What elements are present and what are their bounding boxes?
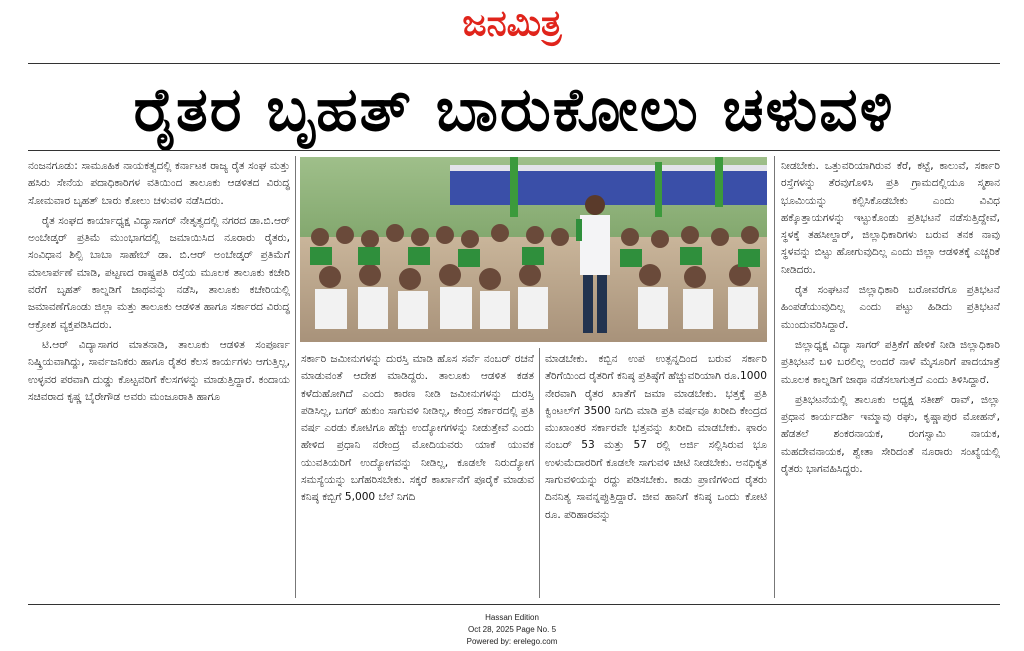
paragraph: ನಂಜನಗೂಡು: ಸಾಮೂಹಿಕ ನಾಯಕತ್ವದಲ್ಲಿ ಕರ್ನಾಟಕ ರಾಜ್ಯ ರೈತ ಸಂಘ ಮತ್ತು ಹಸಿರು ಸೇನೆಯ ಪದಾಧಿಕಾರಿಗಳ ವತಿಯಿಂದ ತಾಲೂಕು ಆಡಳಿತದ ವಿರುದ್ಧ ಸೋಮವಾರ ಬೃಹತ್ ಬಾರು ಕೋಲು ಚಳುವಳಿ ನಡೆಸಿದರು.	[28, 160, 290, 207]
paragraph: ಪ್ರತಿಭಟನೆಯಲ್ಲಿ ತಾಲೂಕು ಅಧ್ಯಕ್ಷ ಸತೀಶ್ ರಾವ್, ಜಿಲ್ಲಾ ಪ್ರಧಾನ ಕಾರ್ಯದರ್ಶಿ ಇಮ್ಮಾವು ರಘು, ಕೃಷ್ಣಾಪುರ ಮೋಹನ್, ಹೆಡತಲೆ ಶಂಕರನಾಯಕ, ರಂಗಸ್ವಾಮಿ ನಾಯಕ, ಮಹದೇವನಾಯಕ, ಶ್ವೇತಾ ಸೇರಿದಂತೆ ನೂರಾರು ಸಂಖ್ಯೆಯಲ್ಲಿ ರೈತರು ಭಾಗವಹಿಸಿದ್ದರು.	[781, 393, 1000, 476]
article-column-1	[28, 158, 290, 598]
column-divider	[295, 156, 296, 598]
paragraph: ಮಾಡಬೇಕು. ಕಬ್ಬಿನ ಉಪ ಉತ್ಪನ್ನದಿಂದ ಬರುವ ಸರ್ಕಾರಿ ತೆರಿಗೆಯಿಂದ ರೈತರಿಗೆ ಕನಿಷ್ಠ ಪ್ರತಿಷ್ಠೆಗೆ ಹೆಚ್ಚುವರಿಯಾಗಿ ರೂ.1000 ನೇರವಾಗಿ ರೈತರ ಖಾತೆಗೆ ಜಮಾ ಮಾಡಬೇಕು. ಭತ್ತಕ್ಕೆ ಪ್ರತಿ ಕ್ವಿಂಟಲ್‌ಗೆ 3500 ನಿಗದಿ ಮಾಡಿ ಪ್ರತಿ ವರ್ಷವೂ ಖರೀದಿ ಕೇಂದ್ರದ ಮುಖಾಂತರ ಸರ್ಕಾರವೇ ಭತ್ತವನ್ನು ಖರೀದಿ ಮಾಡಬೇಕು. ಫಾರಂ ನಂಬರ್ 53 ಮತ್ತು 57 ರಲ್ಲಿ ಅರ್ಜಿ ಸಲ್ಲಿಸಿರುವ ಭೂ ಉಳುಮೆದಾರರಿಗೆ ಕೂಡಲೇ ಸಾಗುವಳಿ ಚೀಟಿ ನೀಡಬೇಕು. ಅನಧಿಕೃತ ಸಾಗುವಳಿಯನ್ನು ರದ್ದು ಪಡಿಸಬೇಕು. ಕಾಡು ಪ್ರಾಣಿಗಳಿಂದ ರೈತರು ದಿನನಿತ್ಯ ಸಾವನ್ನಪ್ಪುತ್ತಿದ್ದಾರೆ. ಜೀವ ಹಾನಿಗೆ ಕನಿಷ್ಠ ಒಂದು ಕೋಟಿ ರೂ. ಪರಿಹಾರವನ್ನು	[545, 353, 767, 521]
article-column-3	[545, 351, 767, 598]
footer-date-page: Oct 28, 2025 Page No. 5	[467, 625, 557, 634]
headline: ರೈತರ ಬೃಹತ್ ಬಾರುಕೋಲು ಚಳುವಳಿ	[133, 75, 895, 145]
paragraph: ಸರ್ಕಾರಿ ಜಮೀನುಗಳನ್ನು ದುರಸ್ತಿ ಮಾಡಿ ಹೊಸ ಸರ್ವೆ ನಂಬರ್ ರಚನೆ ಮಾಡುವಂತೆ ಆದೇಶ ಮಾಡಿದ್ದರು. ತಾಲೂಕು ಆಡಳಿತ ಕಡತ ಕಳೆದುಹೋಗಿದೆ ಎಂದು ಕಾರಣ ನೀಡಿ ಜಮೀನುಗಳನ್ನು ದುರಸ್ತಿ ಪಡಿಸಿಲ್ಲ, ಬಗರ್ ಹುಕುಂ ಸಾಗುವಳಿ ನೀಡಿಲ್ಲ, ಕೇಂದ್ರ ಸರ್ಕಾರದಲ್ಲಿ ಪ್ರತಿ ವರ್ಷ ಎರಡು ಕೋಟಿಗೂ ಹೆಚ್ಚು ಉದ್ಯೋಗಗಳನ್ನು ನೀಡುತ್ತೇವೆ ಎಂದು ಹೇಳಿದ ಪ್ರಧಾನಿ ನರೇಂದ್ರ ಮೋದಿಯವರು ಯಾಕೆ ಯುವಕ ಯುವತಿಯರಿಗೆ ಉದ್ಯೋಗವನ್ನು ನೀಡಿಲ್ಲ, ಕೂಡಲೇ ನಿರುದ್ಯೋಗ ಸಮಸ್ಯೆಯನ್ನು ಬಗೆಹರಿಸಬೇಕು. ಸಕ್ಕರೆ ಕಾರ್ಖಾನೆಗೆ ಪೂರೈಕೆ ಮಾಡುವ ಕನಿಷ್ಠ ಕಬ್ಬಿಗೆ 5,000 ಬೆಲೆ ನಿಗದಿ	[301, 353, 534, 504]
protest-photo	[300, 157, 767, 342]
footer-edition: Hassan Edition	[485, 613, 539, 622]
masthead-rule	[28, 63, 1000, 64]
article-column-4	[781, 158, 1000, 598]
column-divider	[774, 156, 775, 598]
footer-rule	[28, 604, 1000, 605]
paragraph: ಟಿ.ಆರ್ ವಿದ್ಯಾಸಾಗರ ಮಾತನಾಡಿ, ತಾಲೂಕು ಆಡಳಿತ ಸಂಪೂರ್ಣ ನಿಷ್ಕ್ರಿಯವಾಗಿದ್ದು, ಸಾರ್ವಜನಿಕರು ಹಾಗೂ ರೈತರ ಕೆಲಸ ಕಾರ್ಯಗಳು ಆಗುತ್ತಿಲ್ಲ, ಉಳ್ಳವರ ಪರವಾಗಿ ದುಡ್ಡು ಕೊಟ್ಟವರಿಗೆ ಕೆಲಸಗಳನ್ನು ಮಾಡುತ್ತಿದ್ದಾರೆ. ಕಂದಾಯ ಸಚಿವರಾದ ಕೃಷ್ಣ ಬೈರೇಗೌಡ ಅವರು ಮಂಜೂರಾತಿ ಹಾಗೂ	[28, 338, 290, 403]
paragraph: ರೈತ ಸಂಘಟನೆ ಜಿಲ್ಲಾಧಿಕಾರಿ ಬರೋವರೆಗೂ ಪ್ರತಿಭಟನೆ ಹಿಂಪಡೆಯುವುದಿಲ್ಲ ಎಂದು ಪಟ್ಟು ಹಿಡಿದು ಪ್ರತಿಭಟನೆ ಮುಂದುವರಿಸಿದ್ದಾರೆ.	[781, 284, 1000, 331]
column-divider	[539, 348, 540, 598]
protest-photo-image	[300, 157, 767, 342]
article-column-2	[301, 351, 534, 598]
footer-powered-by: Powered by: erelego.com	[466, 637, 558, 646]
paragraph: ಜಿಲ್ಲಾಧ್ಯಕ್ಷ ವಿದ್ಯಾ ಸಾಗರ್ ಪತ್ರಿಕೆಗೆ ಹೇಳಿಕೆ ನೀಡಿ ಜಿಲ್ಲಾಧಿಕಾರಿ ಪ್ರತಿಭಟನೆ ಬಳಿ ಬರಲಿಲ್ಲ ಅಂದರೆ ನಾಳೆ ಮೈಸೂರಿಗೆ ಪಾದಯಾತ್ರೆ ಮೂಲಕ ಕಾಲ್ನಡಿಗೆ ಜಾಥಾ ನಡೆಸಲಾಗುತ್ತದೆ ಎಂದು ತಿಳಿಸಿದ್ದಾರೆ.	[781, 338, 1000, 386]
paragraph: ನೀಡಬೇಕು. ಒತ್ತುವರಿಯಾಗಿರುವ ಕೆರೆ, ಕಟ್ಟೆ, ಕಾಲುವೆ, ಸರ್ಕಾರಿ ರಸ್ತೆಗಳನ್ನು ತೆರವುಗೊಳಿಸಿ ಪ್ರತಿ ಗ್ರಾಮದಲ್ಲಿಯೂ ಸ್ಮಶಾನ ಭೂಮಿಯನ್ನು ಕಲ್ಪಿಸಿಕೊಡಬೇಕು ಎಂದು ವಿವಿಧ ಹಕ್ಕೊತ್ತಾಯಗಳನ್ನು ಇಟ್ಟುಕೊಂಡು ಪ್ರತಿಭಟನೆ ನಡೆಸುತ್ತಿದ್ದೇವೆ, ಸ್ಥಳಕ್ಕೆ ತಹಸೀಲ್ದಾರ್, ಜಿಲ್ಲಾಧಿಕಾರಿಗಳು ಬರುವ ತನಕ ನಾವು ಸ್ಥಳವನ್ನು ಬಿಟ್ಟು ಹೋಗುವುದಿಲ್ಲ ಎಂದು ಜಿಲ್ಲಾ ಆಡಳಿತಕ್ಕೆ ಎಚ್ಚರಿಕೆ ನೀಡಿದರು.	[781, 160, 1000, 276]
masthead: ಜನಮಿತ್ರ	[462, 3, 562, 44]
paragraph: ರೈತ ಸಂಘದ ಕಾರ್ಯಾಧ್ಯಕ್ಷ ವಿದ್ಯಾಸಾಗರ್ ನೇತೃತ್ವದಲ್ಲಿ ನಗರದ ಡಾ.ಬಿ.ಆರ್ ಅಂಬೇಡ್ಕರ್ ಪ್ರತಿಮೆ ಮುಂಭಾಗದಲ್ಲಿ ಜಮಾಯಿಸಿದ ನೂರಾರು ರೈತರು, ಸಂವಿಧಾನ ಶಿಲ್ಪಿ ಬಾಬಾ ಸಾಹೇಬ್ ಡಾ. ಬಿ.ಆರ್ ಅಂಬೇಡ್ಕರ್ ಪ್ರತಿಮೆಗೆ ಮಾಲಾರ್ಪಣೆ ಮಾಡಿ, ಪಟ್ಟಣದ ರಾಷ್ಟ್ರಪತಿ ರಸ್ತೆಯ ಮೂಲಕ ತಾಲೂಕು ಕಚೇರಿ ವರೆಗೆ ಬೃಹತ್ ಕಾಲ್ನಡಿಗೆ ಜಾಥವನ್ನು ನಡೆಸಿ, ತಾಲೂಕು ಕಚೇರಿಯಲ್ಲಿ ಜಮಾವಣೆಗೊಂಡು ಜಿಲ್ಲಾ ಮತ್ತು ತಾಲೂಕು ಆಡಳಿತ ಹಾಗೂ ಸರ್ಕಾರದ ವಿರುದ್ಧ ಆಕ್ರೋಶ ವ್ಯಕ್ತಪಡಿಸಿದರು.	[28, 214, 290, 331]
headline-rule	[28, 150, 1000, 151]
